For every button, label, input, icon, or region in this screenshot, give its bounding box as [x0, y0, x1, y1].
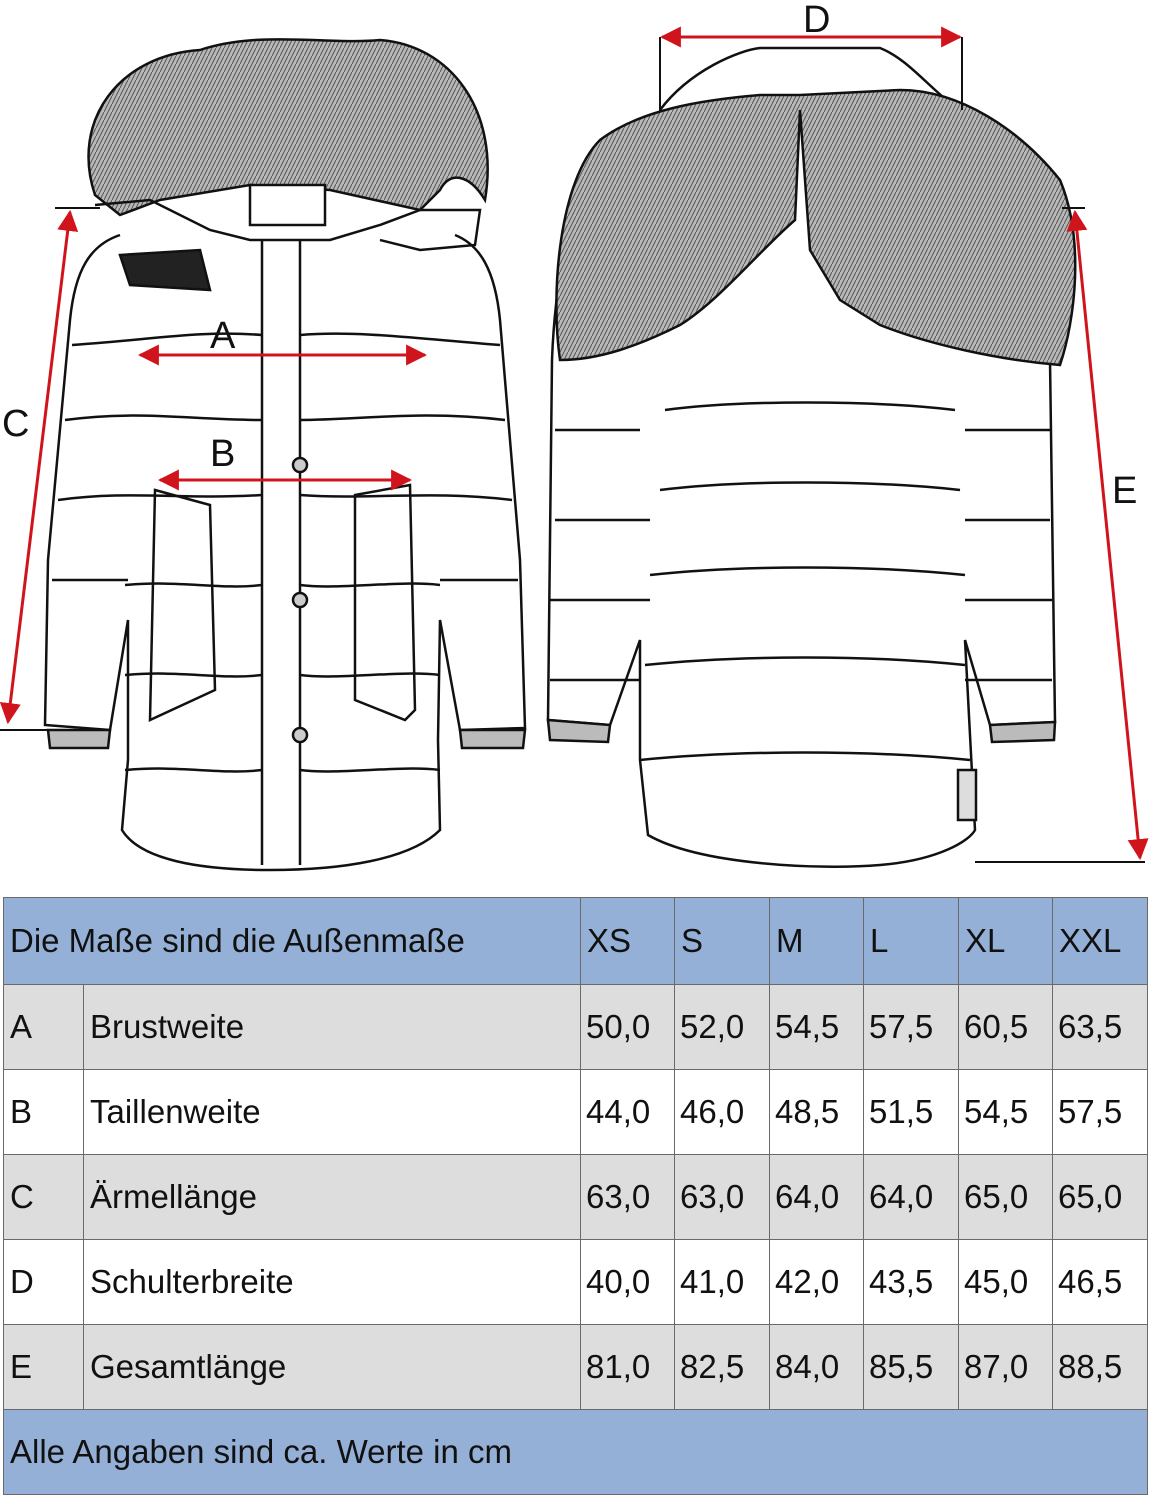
row-value: 82,5: [675, 1325, 770, 1410]
size-header-m: M: [770, 898, 864, 985]
table-footer-row: [4, 1410, 1148, 1495]
row-value: 42,0: [770, 1240, 864, 1325]
row-value: 87,0: [959, 1325, 1053, 1410]
row-value: 63,0: [581, 1155, 675, 1240]
row-value: 65,0: [959, 1155, 1053, 1240]
row-name: Schulterbreite: [84, 1240, 581, 1325]
size-header-xs: XS: [581, 898, 675, 985]
size-header-s: S: [675, 898, 770, 985]
row-value: 54,5: [770, 985, 864, 1070]
table-row: [4, 1155, 1148, 1240]
row-value: 63,0: [675, 1155, 770, 1240]
row-value: 45,0: [959, 1240, 1053, 1325]
table-row: [4, 985, 1148, 1070]
jacket-back-view: [548, 48, 1075, 867]
row-value: 48,5: [770, 1070, 864, 1155]
size-header-xl: XL: [959, 898, 1053, 985]
row-value: 64,0: [770, 1155, 864, 1240]
row-name: Taillenweite: [84, 1070, 581, 1155]
label-b: B: [210, 433, 236, 475]
row-value: 65,0: [1053, 1155, 1148, 1240]
row-value: 51,5: [864, 1070, 959, 1155]
size-header-xxl: XXL: [1053, 898, 1148, 985]
row-value: 60,5: [959, 985, 1053, 1070]
header-title: Die Maße sind die Außenmaße: [4, 898, 581, 985]
back-fur-collar: [556, 90, 1075, 365]
table-row: [4, 1240, 1148, 1325]
row-value: 54,5: [959, 1070, 1053, 1155]
table-row: [4, 1070, 1148, 1155]
row-name: Brustweite: [84, 985, 581, 1070]
row-value: 43,5: [864, 1240, 959, 1325]
row-value: 85,5: [864, 1325, 959, 1410]
row-value: 57,5: [864, 985, 959, 1070]
arrow-c: [8, 212, 70, 722]
row-value: 64,0: [864, 1155, 959, 1240]
row-value: 88,5: [1053, 1325, 1148, 1410]
row-code: C: [4, 1155, 84, 1240]
jacket-front-view: [45, 39, 525, 870]
footer-note: Alle Angaben sind ca. Werte in cm: [4, 1410, 1148, 1495]
row-value: 44,0: [581, 1070, 675, 1155]
row-code: D: [4, 1240, 84, 1325]
row-name: Gesamtlänge: [84, 1325, 581, 1410]
table-row: [4, 1325, 1148, 1410]
row-code: E: [4, 1325, 84, 1410]
row-value: 63,5: [1053, 985, 1148, 1070]
row-value: 46,0: [675, 1070, 770, 1155]
row-code: B: [4, 1070, 84, 1155]
label-a: A: [210, 315, 236, 357]
table-header-row: [4, 898, 1148, 985]
row-code: A: [4, 985, 84, 1070]
row-name: Ärmellänge: [84, 1155, 581, 1240]
size-table: [3, 897, 1148, 1495]
arrow-e: [1075, 212, 1140, 858]
row-value: 50,0: [581, 985, 675, 1070]
row-value: 40,0: [581, 1240, 675, 1325]
row-value: 81,0: [581, 1325, 675, 1410]
label-d: D: [803, 0, 831, 41]
row-value: 84,0: [770, 1325, 864, 1410]
size-header-l: L: [864, 898, 959, 985]
row-value: 52,0: [675, 985, 770, 1070]
row-value: 57,5: [1053, 1070, 1148, 1155]
label-e: E: [1112, 470, 1138, 512]
row-value: 41,0: [675, 1240, 770, 1325]
front-body-outline: [45, 235, 525, 870]
row-value: 46,5: [1053, 1240, 1148, 1325]
label-c: C: [2, 403, 30, 445]
